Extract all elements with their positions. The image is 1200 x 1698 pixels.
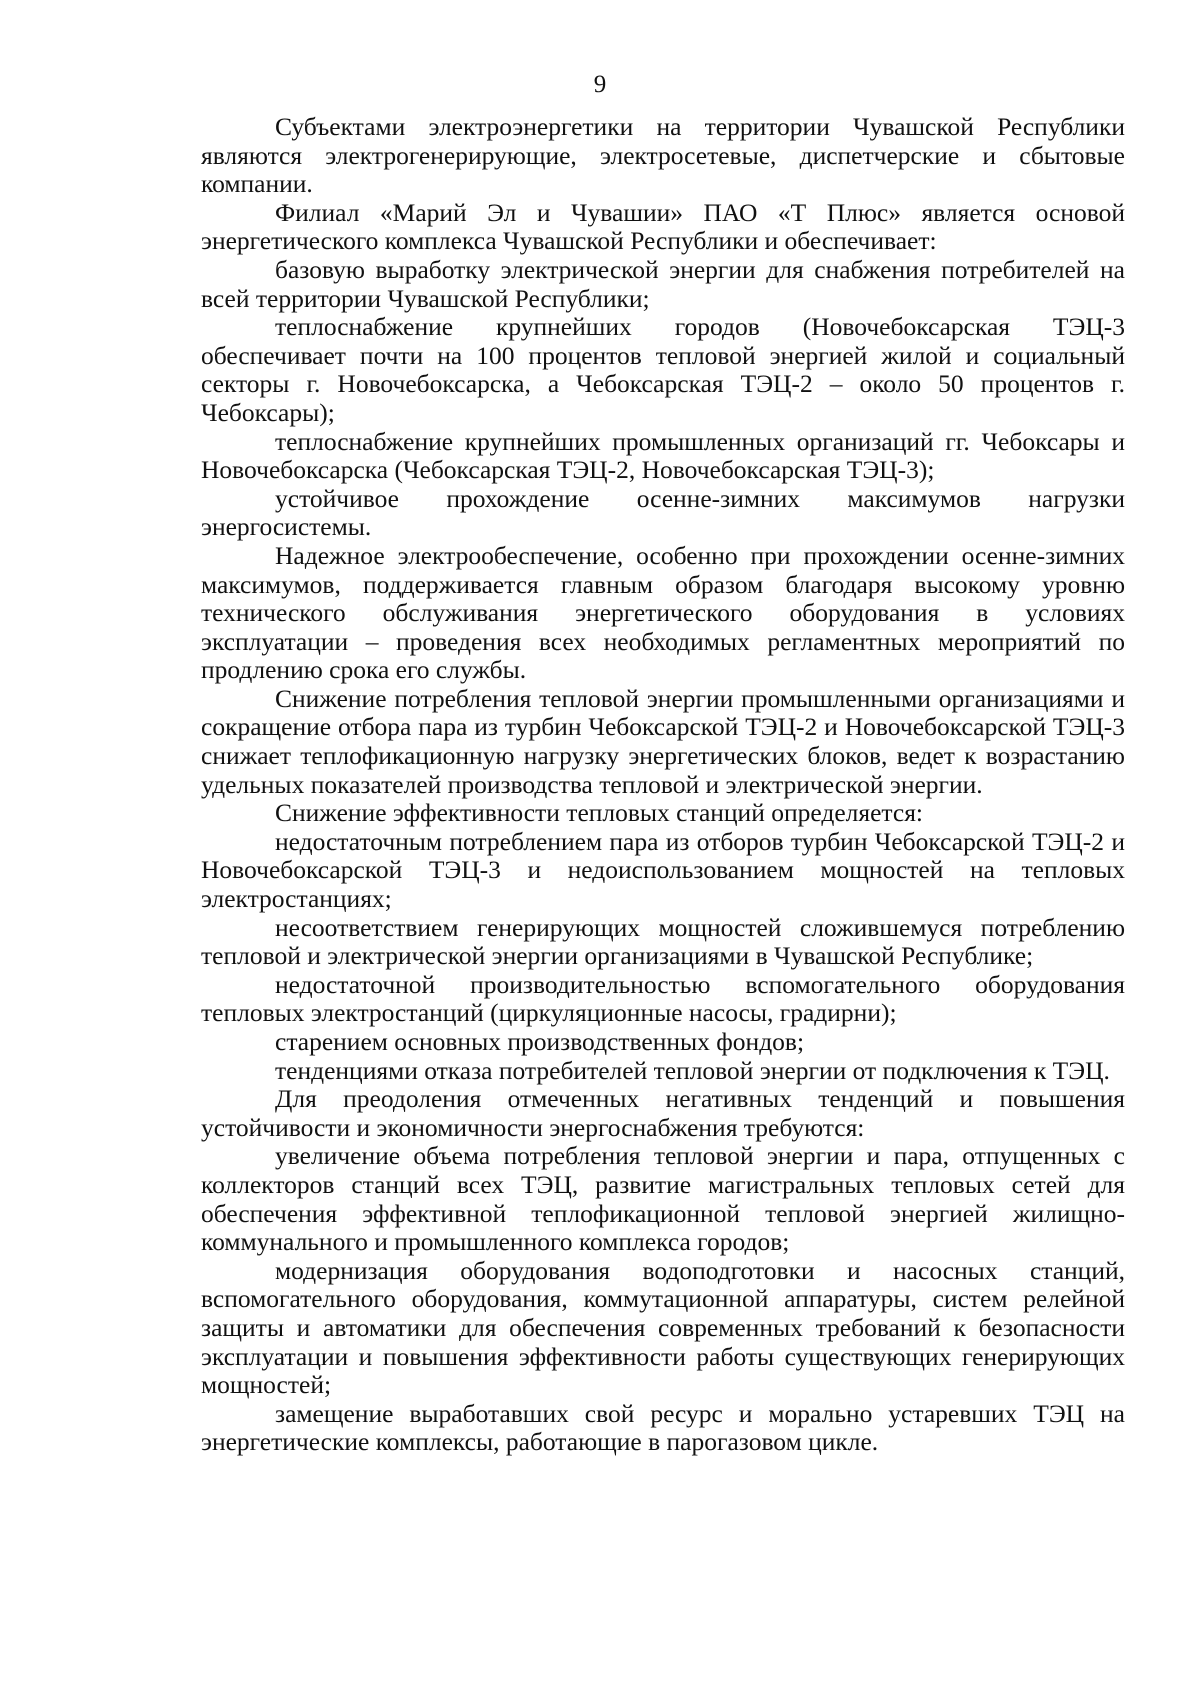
list-item: модернизация оборудования водоподготовки и насосных станций, вспомогательного оборудования, коммутационной аппаратуры, систем релейной защиты и автоматики для обеспечения современных требований к безопасности эксплуатации и повышения эффективности работы существующих генерирующих мощностей; xyxy=(201,1255,1125,1400)
paragraph: Субъектами электроэнергетики на территории Чувашской Республики являются электрогенерирующие, электросетевые, диспетчерские и сбытовые компании. xyxy=(201,112,1125,199)
list-item: базовую выработку электрической энергии для снабжения потребителей на всей территории Чувашской Республики; xyxy=(201,254,1125,313)
list-item: старением основных производственных фондов; xyxy=(275,1027,805,1056)
list-item: недостаточным потреблением пара из отборов турбин Чебоксарской ТЭЦ-2 и Новочебоксарской ТЭЦ-3 и недоиспользованием мощностей на тепловых электростанциях; xyxy=(201,826,1125,914)
list-item: тенденциями отказа потребителей тепловой энергии от подключения к ТЭЦ. xyxy=(275,1055,1110,1085)
list-item: замещение выработавших свой ресурс и морально устаревших ТЭЦ на энергетические комплексы, работающие в парогазовом цикле. xyxy=(201,1398,1125,1457)
list-item: недостаточной производительностью вспомогательного оборудования тепловых электростанций (циркуляционные насосы, градирни); xyxy=(201,969,1125,1028)
list-item: увеличение объема потребления тепловой энергии и пара, отпущенных с коллекторов станций всех ТЭЦ, развитие магистральных тепловых сетей для обеспечения эффективной теплофикационной тепловой энергией жилищно-коммунального и промышленного комплекса городов; xyxy=(201,1141,1125,1257)
paragraph: Снижение потребления тепловой энергии промышленными организациями и сокращение отбора пара из турбин Чебоксарской ТЭЦ-2 и Новочебоксарской ТЭЦ-3 снижает теплофикационную нагрузку энергетических блоков, ведет к возрастанию удельных показателей производства тепловой и электрической энергии. xyxy=(201,683,1125,799)
list-item: теплоснабжение крупнейших городов (Новочебоксарская ТЭЦ-3 обеспечивает почти на 100 процентов тепловой энергией жилой и социальный секторы г. Новочебоксарска, а Чебоксарская ТЭЦ-2 – около 50 процентов г. Чебоксары); xyxy=(201,312,1125,427)
paragraph: Для преодоления отмеченных негативных тенденций и повышения устойчивости и экономичности энергоснабжения требуются: xyxy=(201,1084,1125,1142)
body-text xyxy=(201,113,1125,1457)
paragraph: Филиал «Марий Эл и Чувашии» ПАО «Т Плюс» является основой энергетического комплекса Чувашской Республики и обеспечивает: xyxy=(201,197,1125,256)
paragraph: Надежное электрообеспечение, особенно при прохождении осенне-зимних максимумов, поддерживается главным образом благодаря высокому уровню технического обслуживания энергетического оборудования в условиях эксплуатации – проведения всех необходимых регламентных мероприятий по продлению срока его службы. xyxy=(201,540,1125,685)
paragraph: Снижение эффективности тепловых станций определяется: xyxy=(275,798,924,828)
list-item: теплоснабжение крупнейших промышленных организаций гг. Чебоксары и Новочебоксарска (Чебоксарская ТЭЦ-2, Новочебоксарская ТЭЦ-3); xyxy=(201,426,1125,485)
list-item: устойчивое прохождение осенне-зимних максимумов нагрузки энергосистемы. xyxy=(201,483,1125,542)
page-number: 9 xyxy=(593,71,607,98)
list-item: несоответствием генерирующих мощностей сложившемуся потреблению тепловой и электрической энергии организациями в Чувашской Республике; xyxy=(201,912,1125,971)
